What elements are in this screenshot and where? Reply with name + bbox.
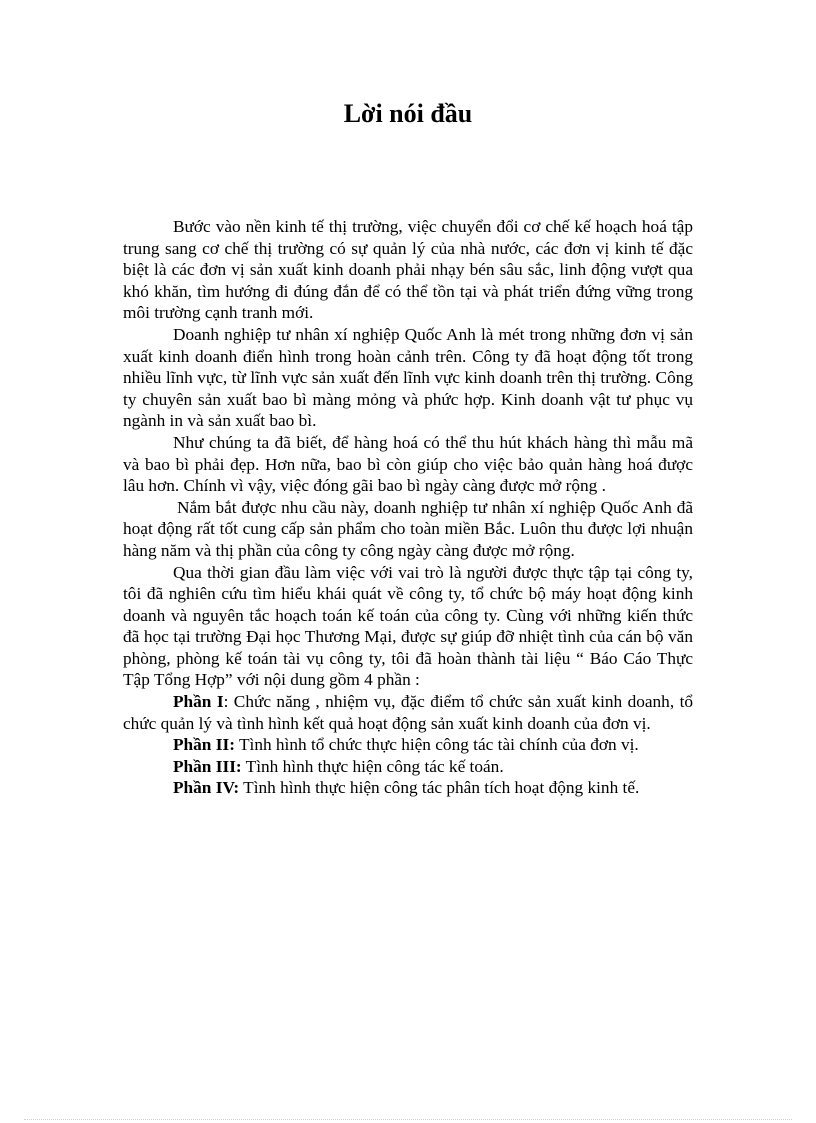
part-2-label: Phần II: bbox=[173, 735, 235, 755]
paragraph-2: Doanh nghiệp tư nhân xí nghiệp Quốc Anh là mét trong những đơn vị sản xuất kinh doanh điển hình trong hoàn cảnh trên. Công ty đã hoạt động tốt trong nhiều lĩnh vực, từ lĩnh vực sản xuất đến lĩnh vực kinh doanh trên thị trường. Công ty chuyên sản xuất bao bì màng mỏng và phức hợp. Kinh doanh vật tư phục vụ ngành in và sản xuất bao bì. bbox=[123, 324, 693, 431]
part-3-label: Phần III: bbox=[173, 756, 242, 776]
part-4-text: Tình hình thực hiện công tác phân tích hoạt động kinh tế. bbox=[239, 778, 640, 798]
paragraph-1: Bước vào nền kinh tế thị trường, việc chuyển đổi cơ chế kế hoạch hoá tập trung sang cơ chế thị trường có sự quản lý của nhà nước, các đơn vị kinh tế đặc biệt là các đơn vị sản xuất kinh doanh phải nhạy bén sâu sắc, linh động vượt qua khó khăn, tìm hướng đi đúng đắn để có thể tồn tại và phát triển đứng vững trong môi trường cạnh tranh mới. bbox=[123, 217, 693, 323]
part-4 bbox=[123, 777, 693, 799]
paragraph-5: Qua thời gian đầu làm việc với vai trò là người được thực tập tại công ty, tôi đã nghiên cứu tìm hiểu khái quát về công ty, tổ chức bộ máy hoạt động kinh doanh và nguyên tắc hoạch toán kế toán của công ty. Cùng với những kiến thức đã học tại trường Đại học Thương Mại, được sự giúp đỡ nhiệt tình của cán bộ văn phòng, phòng kế toán tài vụ công ty, tôi đã hoàn thành tài liệu “ Báo Cáo Thực Tập Tổng Hợp” với nội dung gồm 4 phần : bbox=[123, 562, 693, 690]
part-2-text: Tình hình tổ chức thực hiện công tác tài chính của đơn vị. bbox=[234, 735, 639, 755]
part-4-label: Phần IV: bbox=[173, 778, 240, 798]
part-1 bbox=[123, 691, 693, 734]
part-3 bbox=[123, 756, 693, 778]
paragraph-3: Như chúng ta đã biết, để hàng hoá có thể thu hút khách hàng thì mẫu mã và bao bì phải đẹp. Hơn nữa, bao bì còn giúp cho việc bảo quản hàng hoá được lâu hơn. Chính vì vậy, việc đóng gãi bao bì ngày càng được mở rộng . bbox=[123, 432, 693, 496]
paragraph-4: Nắm bắt được nhu cầu này, doanh nghiệp tư nhân xí nghiệp Quốc Anh đã hoạt động rất tốt cung cấp sản phẩm cho toàn miền Bắc. Luôn thu được lợi nhuận hàng năm và thị phần của công ty công ngày càng được mở rộng. bbox=[123, 497, 693, 560]
page-title: Lời nói đầu bbox=[343, 99, 473, 128]
part-1-text: : Chức năng , nhiệm vụ, đặc điểm tổ chức sản xuất kinh doanh, tổ chức quản lý và tình hình kết quả hoạt động sản xuất kinh doanh của đơn vị. bbox=[123, 692, 694, 733]
page-bottom-divider bbox=[24, 1119, 792, 1120]
part-1-label: Phần I bbox=[173, 692, 224, 712]
part-2 bbox=[123, 734, 693, 756]
part-3-text: Tình hình thực hiện công tác kế toán. bbox=[241, 756, 504, 776]
document-body bbox=[123, 216, 693, 799]
